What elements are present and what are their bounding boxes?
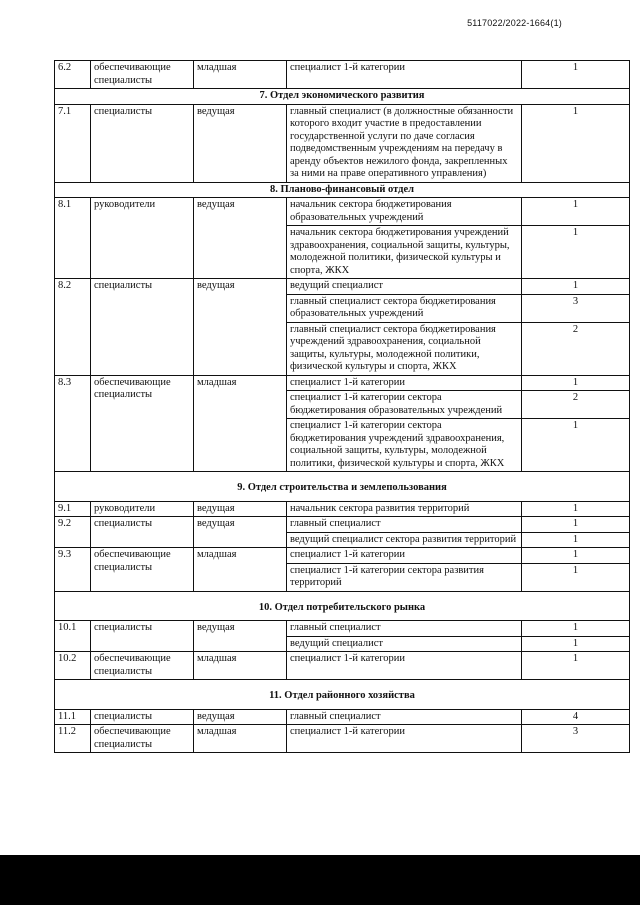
position-title: главный специалист сектора бюджетирования учреждений здравоохранения, социальной защиты, культуры, молодежной политики, физической культуры и спорта, ЖКХ: [287, 322, 522, 375]
position-title: главный специалист: [287, 621, 522, 637]
position-category: ведущая: [194, 709, 287, 725]
row-number: 6.2: [55, 61, 91, 89]
section-header-row: [55, 472, 630, 502]
position-count: 1: [522, 548, 630, 564]
section-header-row: [55, 591, 630, 621]
position-group: специалисты: [91, 517, 194, 548]
row-number: 10.2: [55, 652, 91, 680]
position-title: специалист 1-й категории: [287, 725, 522, 753]
position-title: специалист 1-й категории: [287, 61, 522, 89]
section-title: 7. Отдел экономического развития: [55, 89, 630, 105]
position-title: начальник сектора бюджетирования образовательных учреждений: [287, 198, 522, 226]
position-category: ведущая: [194, 104, 287, 182]
position-count: 3: [522, 725, 630, 753]
row-number: 8.2: [55, 279, 91, 376]
row-number: 7.1: [55, 104, 91, 182]
position-group: обеспечивающие специалисты: [91, 61, 194, 89]
table-row: [55, 198, 630, 226]
position-count: 1: [522, 501, 630, 517]
position-group: руководители: [91, 198, 194, 279]
position-group: специалисты: [91, 709, 194, 725]
section-header-row: [55, 680, 630, 710]
table-row: [55, 725, 630, 753]
position-group: специалисты: [91, 279, 194, 376]
section-header-row: [55, 89, 630, 105]
position-title: главный специалист: [287, 709, 522, 725]
position-category: ведущая: [194, 501, 287, 517]
position-count: 4: [522, 709, 630, 725]
position-category: младшая: [194, 375, 287, 472]
position-count: 1: [522, 652, 630, 680]
position-count: 1: [522, 636, 630, 652]
position-count: 2: [522, 391, 630, 419]
position-category: ведущая: [194, 279, 287, 376]
row-number: 9.1: [55, 501, 91, 517]
section-header-row: [55, 182, 630, 198]
table-row: [55, 61, 630, 89]
position-title: специалист 1-й категории сектора бюджетирования образовательных учреждений: [287, 391, 522, 419]
row-number: 8.1: [55, 198, 91, 279]
position-group: обеспечивающие специалисты: [91, 548, 194, 592]
table-row: [55, 652, 630, 680]
position-category: младшая: [194, 548, 287, 592]
position-category: ведущая: [194, 621, 287, 652]
section-title: 9. Отдел строительства и землепользования: [55, 472, 630, 502]
position-title: начальник сектора бюджетирования учреждений здравоохранения, социальной защиты, культуры, молодежной политики, физической культуры и спорта, ЖКХ: [287, 226, 522, 279]
table-row: [55, 517, 630, 533]
position-group: специалисты: [91, 104, 194, 182]
table-row: [55, 501, 630, 517]
position-category: младшая: [194, 61, 287, 89]
position-title: специалист 1-й категории сектора бюджетирования учреждений здравоохранения, социальной защиты, культуры, молодежной политики, физической культуры и спорта, ЖКХ: [287, 419, 522, 472]
position-count: 1: [522, 279, 630, 295]
position-group: обеспечивающие специалисты: [91, 375, 194, 472]
position-group: обеспечивающие специалисты: [91, 652, 194, 680]
position-category: ведущая: [194, 517, 287, 548]
position-count: 1: [522, 419, 630, 472]
section-title: 10. Отдел потребительского рынка: [55, 591, 630, 621]
position-title: главный специалист сектора бюджетирования образовательных учреждений: [287, 294, 522, 322]
section-title: 8. Планово-финансовый отдел: [55, 182, 630, 198]
position-count: 1: [522, 621, 630, 637]
position-title: ведущий специалист сектора развития территорий: [287, 532, 522, 548]
row-number: 10.1: [55, 621, 91, 652]
position-count: 1: [522, 375, 630, 391]
position-title: специалист 1-й категории: [287, 375, 522, 391]
position-title: начальник сектора развития территорий: [287, 501, 522, 517]
position-count: 1: [522, 198, 630, 226]
scan-edge-band: [0, 855, 640, 905]
section-title: 11. Отдел районного хозяйства: [55, 680, 630, 710]
row-number: 11.1: [55, 709, 91, 725]
position-title: специалист 1-й категории: [287, 652, 522, 680]
row-number: 9.3: [55, 548, 91, 592]
position-title: главный специалист (в должностные обязанности которого входит участие в предоставлении государственной услуги по даче согласия подведомственным учреждениям на передачу в аренду объектов нежилого фонда, закрепленных за ними на праве оперативного управления): [287, 104, 522, 182]
position-count: 2: [522, 322, 630, 375]
table-row: [55, 621, 630, 637]
position-count: 1: [522, 104, 630, 182]
position-group: обеспечивающие специалисты: [91, 725, 194, 753]
position-title: главный специалист: [287, 517, 522, 533]
position-count: 3: [522, 294, 630, 322]
position-count: 1: [522, 517, 630, 533]
position-title: ведущий специалист: [287, 279, 522, 295]
table-row: [55, 709, 630, 725]
position-count: 1: [522, 532, 630, 548]
position-count: 1: [522, 61, 630, 89]
table-row: [55, 548, 630, 564]
position-title: специалист 1-й категории сектора развития территорий: [287, 563, 522, 591]
position-count: 1: [522, 226, 630, 279]
position-group: руководители: [91, 501, 194, 517]
document-number: 5117022/2022-1664(1): [467, 18, 562, 28]
position-title: специалист 1-й категории: [287, 548, 522, 564]
position-title: ведущий специалист: [287, 636, 522, 652]
position-category: младшая: [194, 652, 287, 680]
row-number: 11.2: [55, 725, 91, 753]
table-row: [55, 279, 630, 295]
position-count: 1: [522, 563, 630, 591]
position-category: ведущая: [194, 198, 287, 279]
staffing-table: [54, 60, 630, 753]
position-group: специалисты: [91, 621, 194, 652]
row-number: 9.2: [55, 517, 91, 548]
table-row: [55, 104, 630, 182]
table-row: [55, 375, 630, 391]
row-number: 8.3: [55, 375, 91, 472]
position-category: младшая: [194, 725, 287, 753]
